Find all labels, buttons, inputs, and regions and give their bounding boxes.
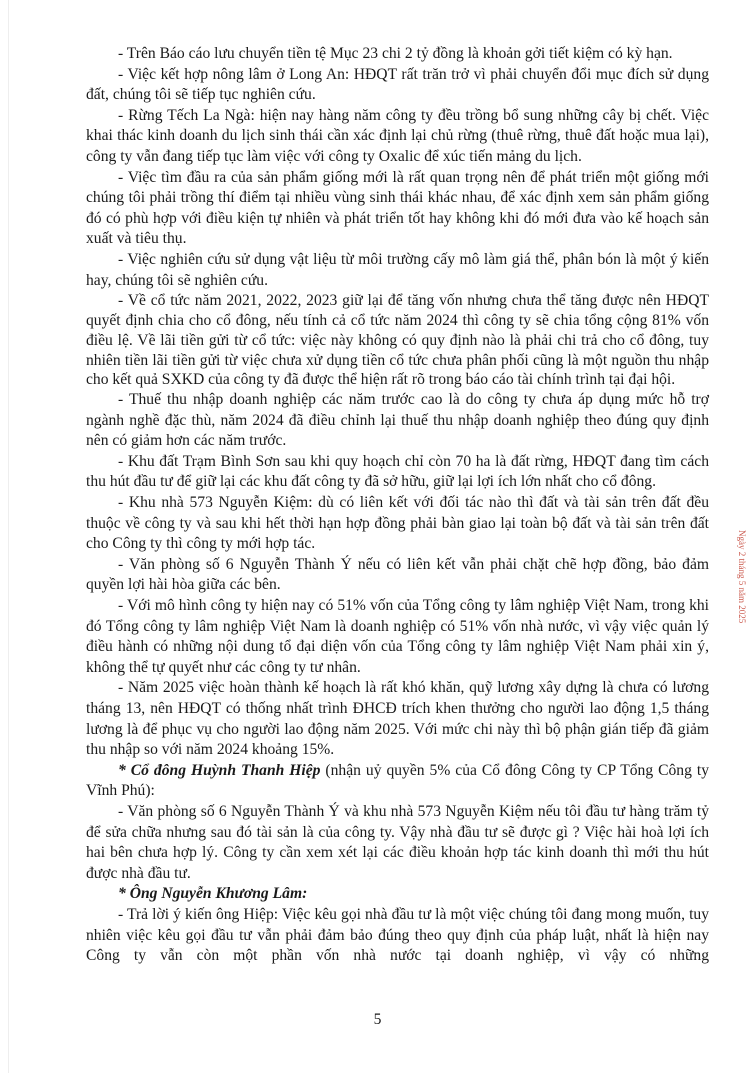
scan-edge-line: [8, 0, 9, 1073]
paragraph-binh-son: - Khu đất Trạm Bình Sơn sau khi quy hoạch chỉ còn 70 ha là đất rừng, HĐQT đang tìm cách thu hút đầu tư để giữ lại các khu đất công ty đã sở hữu, giữ lại lợi ích lớn nhất cho cổ đông.: [86, 452, 709, 491]
paragraph-tax: - Thuế thu nhập doanh nghiệp các năm trước cao là do công ty chưa áp dụng mức hỗ trợ ngành nghề đặc thù, năm 2024 đã điều chỉnh lại thuế thu nhập doanh nghiệp theo đúng quy định nên có giảm hơn các năm trước.: [86, 391, 709, 450]
margin-handwritten-note: Ngày 2 tháng 5 năm 2025: [737, 530, 747, 624]
paragraph-new-seed: - Việc tìm đầu ra của sản phẩm giống mới là rất quan trọng nên để phát triển một giống mới chúng tôi phải trồng thí điểm tại nhiều vùng sinh thái khác nhau, để xác định xem sản phẩm giống đó có phù hợp với điều kiện tự nhiên và phát triển tốt hay không khi đó mới đưa vào kế hoạch sản xuất và tiêu thụ.: [86, 168, 709, 248]
paragraph-6-nguyen-thanh-y: - Văn phòng số 6 Nguyễn Thành Ý nếu có liên kết vẫn phải chặt chẽ hợp đồng, bảo đảm quyền lợi hài hòa giữa các bên.: [86, 555, 709, 594]
speaker-lam-name: * Ông Nguyễn Khương Lâm:: [118, 885, 308, 903]
paragraph-plan-2025: - Năm 2025 việc hoàn thành kế hoạch là rất khó khăn, quỹ lương xây dựng là chưa có lương tháng 13, nên HĐQT có thống nhất trình ĐHCĐ trích khen thưởng cho người lao động 1,5 tháng lương là để phục vụ cho người lao động năm 2025. Với mức chi này thì bộ phận gián tiếp đã giảm thu nhập so với năm 2024 khoảng 15%.: [86, 679, 709, 759]
page-number: 5: [373, 1011, 382, 1028]
speaker-hiep-name: * Cổ đông Huỳnh Thanh Hiệp: [118, 761, 321, 779]
body-text: [86, 44, 709, 967]
paragraph-lam-reply: - Trả lời ý kiến ông Hiệp: Việc kêu gọi nhà đầu tư là một việc chúng tôi đang mong muốn, tuy nhiên việc kêu gọi đầu tư vẫn phải đảm bảo đúng theo quy định của pháp luật, nhất là hiện nay Công ty vẫn còn một phần vốn nhà nước tại doanh nghiệp, vì vậy có những: [86, 905, 709, 965]
paragraph-hiep-comment: - Văn phòng số 6 Nguyễn Thành Ý và khu nhà 573 Nguyễn Kiệm nếu tôi đầu tư hàng trăm tỷ để sửa chữa nhưng sau đó tài sản là của công ty. Vậy nhà đầu tư sẽ được gì ? Việc hài hoà lợi ích hai bên chưa hợp lý. Công ty cần xem xét lại các điều khoản hợp tác kinh doanh thì mới thu hút được nhà đầu tư.: [86, 802, 709, 882]
speaker-lam-heading: [86, 884, 709, 905]
speaker-hiep-heading: [86, 761, 709, 802]
paragraph-573-nguyen-kiem: - Khu nhà 573 Nguyễn Kiệm: dù có liên kết với đối tác nào thì đất và tài sản trên đất đều thuộc về công ty và sau khi hết thời hạn hợp đồng phải bàn giao lại toàn bộ đất và tài sản trên đất cho Công ty thì công ty mới hợp tác.: [86, 494, 709, 553]
paragraph-ownership: - Với mô hình công ty hiện nay có 51% vốn của Tổng công ty lâm nghiệp Việt Nam, trong khi đó Tổng công ty lâm nghiệp Việt Nam là doanh nghiệp có 51% vốn nhà nước, vì vậy việc quản lý điều hành có những nội dung tổ đại diện vốn của Tổng công ty lâm nghiệp Việt Nam phải xin ý, không thể tự quyết như các công ty tư nhân.: [86, 597, 709, 676]
paragraph-la-nga: - Rừng Tếch La Ngà: hiện nay hàng năm công ty đều trồng bổ sung những cây bị chết. Việc khai thác kinh doanh du lịch sinh thái cần xác định lại chủ rừng (thuê rừng, thuê đất hoặc mua lại), công ty vẫn đang tiếp tục làm việc với công ty Oxalic để xúc tiến mảng du lịch.: [86, 106, 709, 165]
paragraph-savings: - Trên Báo cáo lưu chuyển tiền tệ Mục 23 chi 2 tỷ đồng là khoản gởi tiết kiệm có kỳ hạn.: [118, 45, 673, 62]
speaker-hiep-note: (nhận uỷ quyền 5% của Cổ đông Công ty CP Tổng Công ty Vĩnh Phú):: [86, 761, 709, 800]
paragraph-dividend: - Về cổ tức năm 2021, 2022, 2023 giữ lại để tăng vốn nhưng chưa thể tăng được nên HĐQT quyết định chia cho cổ đông, nếu tính cả cổ tức năm 2024 thì công ty sẽ chia tổng cộng 81% vốn điều lệ. Về lãi tiền gửi từ cổ tức: việc này không có quy định nào là phải chi trả cho cổ đông, tuy nhiên tiền lãi tiền gửi từ việc chưa xử dụng tiền cổ tức chưa phân phối cũng là một nguồn thu nhập cho kết quả SXKD của công ty đã được thể hiện rất rõ trong báo cáo tài chính trình tại đại hội.: [86, 292, 709, 389]
paragraph-long-an: - Việc kết hợp nông lâm ở Long An: HĐQT rất trăn trở vì phải chuyển đổi mục đích sử dụng đất, chúng tôi sẽ tiếp tục nghiên cứu.: [86, 65, 709, 104]
paragraph-tissue-culture: - Việc nghiên cứu sử dụng vật liệu từ môi trường cấy mô làm giá thể, phân bón là một ý kiến hay, chúng tôi sẽ nghiên cứu.: [86, 250, 709, 289]
